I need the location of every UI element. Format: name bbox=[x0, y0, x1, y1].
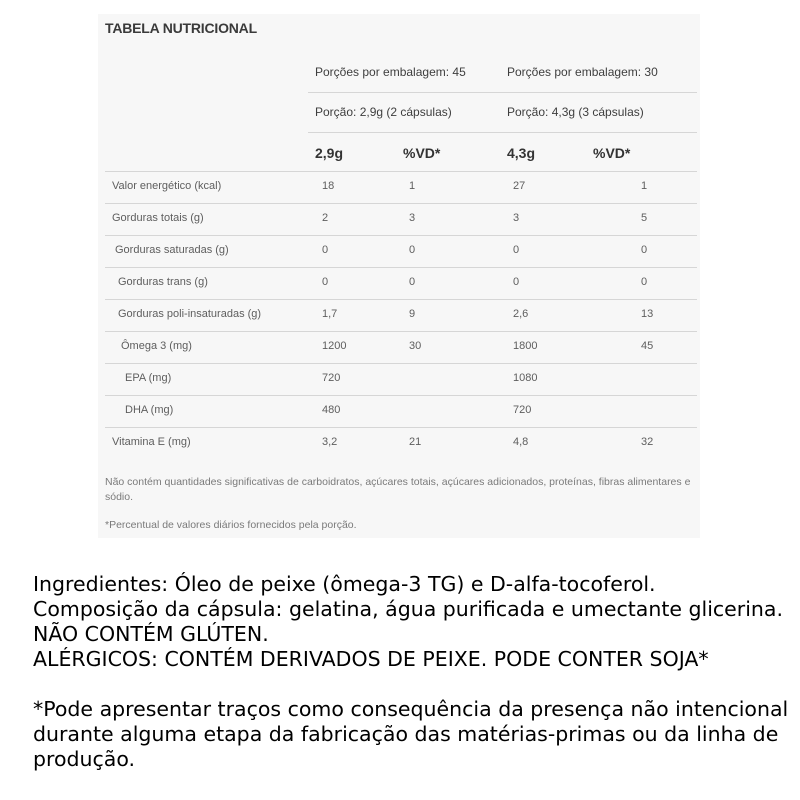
divider bbox=[105, 395, 697, 396]
row-a-value: 720 bbox=[322, 372, 341, 384]
divider bbox=[105, 171, 697, 172]
row-name: Gorduras trans (g) bbox=[118, 276, 208, 288]
col-b-vd-label: %VD* bbox=[593, 145, 631, 161]
row-b-value: 27 bbox=[513, 180, 526, 192]
row-name: DHA (mg) bbox=[125, 404, 174, 416]
divider bbox=[105, 363, 697, 364]
row-a-value: 1200 bbox=[322, 340, 347, 352]
col-b-portion: Porção: 4,3g (3 cápsulas) bbox=[507, 105, 644, 119]
row-a-value: 0 bbox=[322, 276, 329, 288]
row-a-value: 3,2 bbox=[322, 436, 338, 448]
table-title: TABELA NUTRICIONAL bbox=[105, 20, 257, 36]
row-b-value: 4,8 bbox=[513, 436, 529, 448]
col-b-amount-label: 4,3g bbox=[507, 145, 536, 161]
row-a-vd: 9 bbox=[409, 308, 416, 320]
row-name: Gorduras totais (g) bbox=[112, 212, 204, 224]
row-name: Gorduras saturadas (g) bbox=[115, 244, 229, 256]
divider bbox=[105, 267, 697, 268]
row-b-vd: 13 bbox=[641, 308, 654, 320]
traces-disclaimer: *Pode apresentar traços como consequência da presença não intencional durante alguma etapa da fabricação das matérias-primas ou da linha de produção. bbox=[33, 697, 789, 771]
row-b-vd: 5 bbox=[641, 212, 648, 224]
capsule-composition-line: Composição da cápsula: gelatina, água purificada e umectante glicerina. NÃO CONTÉM GLÚTEN. bbox=[33, 597, 783, 646]
row-b-value: 0 bbox=[513, 276, 520, 288]
row-a-value: 0 bbox=[322, 244, 329, 256]
row-a-vd: 1 bbox=[409, 180, 416, 192]
divider bbox=[105, 331, 697, 332]
col-a-amount-label: 2,9g bbox=[315, 145, 344, 161]
row-name: Valor energético (kcal) bbox=[112, 180, 222, 192]
row-b-value: 1080 bbox=[513, 372, 538, 384]
row-a-vd: 3 bbox=[409, 212, 416, 224]
spacer bbox=[33, 672, 793, 697]
row-name: EPA (mg) bbox=[125, 372, 172, 384]
ingredients-line: Ingredientes: Óleo de peixe (ômega-3 TG) e D-alfa-tocoferol. bbox=[33, 572, 656, 596]
row-a-vd: 30 bbox=[409, 340, 422, 352]
allergens-line: ALÉRGICOS: CONTÉM DERIVADOS DE PEIXE. PODE CONTER SOJA* bbox=[33, 647, 709, 671]
ingredients-block bbox=[33, 572, 793, 772]
row-a-vd: 0 bbox=[409, 244, 416, 256]
row-b-value: 0 bbox=[513, 244, 520, 256]
row-b-vd: 0 bbox=[641, 276, 648, 288]
footnote-not-significant: Não contém quantidades significativas de carboidratos, açúcares totais, açúcares adicionados, proteínas, fibras alimentares e sódio. bbox=[105, 476, 691, 503]
row-name: Vitamina E (mg) bbox=[112, 436, 191, 448]
col-b-servings: Porções por embalagem: 30 bbox=[507, 65, 658, 79]
row-b-value: 3 bbox=[513, 212, 520, 224]
row-b-vd: 1 bbox=[641, 180, 648, 192]
row-a-vd: 21 bbox=[409, 436, 422, 448]
row-b-value: 720 bbox=[513, 404, 532, 416]
row-name: Ômega 3 (mg) bbox=[121, 340, 192, 352]
divider bbox=[308, 92, 697, 93]
divider bbox=[105, 427, 697, 428]
row-a-vd: 0 bbox=[409, 276, 416, 288]
divider bbox=[105, 203, 697, 204]
divider bbox=[105, 299, 697, 300]
row-a-value: 18 bbox=[322, 180, 335, 192]
row-a-value: 1,7 bbox=[322, 308, 338, 320]
col-a-portion: Porção: 2,9g (2 cápsulas) bbox=[315, 105, 452, 119]
row-b-value: 2,6 bbox=[513, 308, 529, 320]
col-a-servings: Porções por embalagem: 45 bbox=[315, 65, 466, 79]
row-b-value: 1800 bbox=[513, 340, 538, 352]
row-a-value: 480 bbox=[322, 404, 341, 416]
divider bbox=[308, 132, 697, 133]
footnote-vd: *Percentual de valores diários fornecidos pela porção. bbox=[105, 519, 357, 531]
row-b-vd: 32 bbox=[641, 436, 654, 448]
divider bbox=[105, 235, 697, 236]
row-b-vd: 0 bbox=[641, 244, 648, 256]
row-a-value: 2 bbox=[322, 212, 329, 224]
row-name: Gorduras poli-insaturadas (g) bbox=[118, 308, 262, 320]
col-a-vd-label: %VD* bbox=[403, 145, 441, 161]
row-b-vd: 45 bbox=[641, 340, 654, 352]
